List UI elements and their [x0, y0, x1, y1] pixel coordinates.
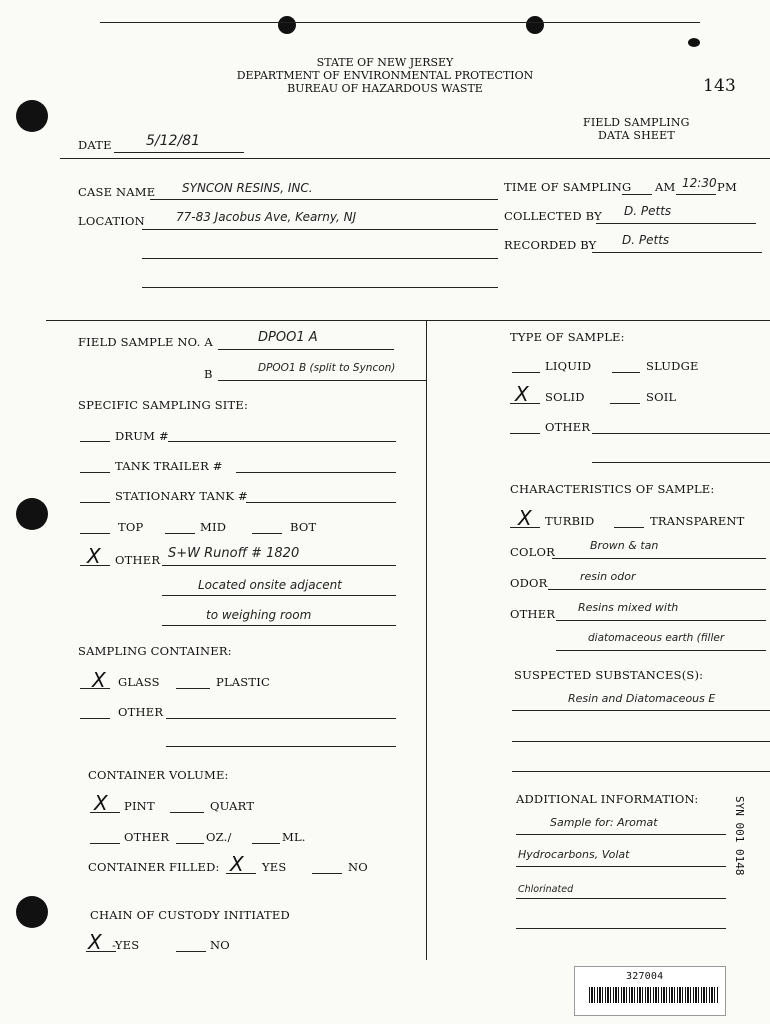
recorded-label: RECORDED BY: [504, 238, 597, 252]
other-line: [162, 565, 396, 566]
side-document-code: SYN 001 0148: [733, 796, 746, 876]
container-other-label: OTHER: [118, 705, 164, 719]
color-value: Brown & tan: [590, 539, 659, 552]
additional-value-2: Hydrocarbons, Volat: [518, 848, 630, 861]
time-value: 12:30: [682, 176, 717, 190]
pint-check-mark: X: [94, 791, 108, 815]
char-other-value: Resins mixed with: [578, 601, 679, 614]
mid-label: MID: [200, 520, 227, 534]
type-other-label: OTHER: [545, 420, 591, 434]
stationary-tank-label: STATIONARY TANK #: [115, 489, 248, 503]
type-label: TYPE OF SAMPLE:: [510, 330, 625, 344]
location-label: LOCATION: [78, 214, 145, 228]
time-pm-label: PM: [717, 180, 737, 194]
other-value-3: to weighing room: [206, 608, 312, 622]
punch-hole-middle: [16, 498, 48, 530]
odor-line: [548, 589, 766, 590]
additional-label: ADDITIONAL INFORMATION:: [516, 792, 699, 806]
tank-trailer-label: TANK TRAILER #: [115, 459, 223, 473]
plastic-check-line: [176, 688, 210, 689]
liquid-label: LIQUID: [545, 359, 592, 373]
container-other-line-2: [166, 746, 396, 747]
header-line-1: STATE OF NEW JERSEY: [316, 56, 454, 69]
glass-label: GLASS: [118, 675, 160, 689]
top-check-line: [80, 533, 110, 534]
char-other-label: OTHER: [510, 607, 556, 621]
bot-label: BOT: [290, 520, 317, 534]
agency-header: [0, 56, 770, 95]
transparent-label: TRANSPARENT: [650, 514, 745, 528]
solid-check-mark: X: [515, 382, 529, 406]
suspected-line: [512, 710, 770, 711]
column-divider: [426, 320, 427, 960]
other-value: S+W Runoff # 1820: [168, 546, 300, 561]
case-name-label: CASE NAME: [78, 185, 156, 199]
transparent-check-line: [614, 527, 644, 528]
location-value: 77-83 Jacobus Ave, Kearny, NJ: [176, 210, 357, 224]
chain-label: CHAIN OF CUSTODY INITIATED: [90, 908, 290, 922]
suspected-value: Resin and Diatomaceous E: [568, 692, 716, 705]
chain-check-mark: X: [88, 930, 102, 954]
time-am-label: AM: [655, 180, 676, 194]
time-line: [676, 194, 716, 195]
recorded-value: D. Petts: [622, 233, 670, 247]
time-label: TIME OF SAMPLING: [504, 180, 632, 194]
chain-no-label: NO: [210, 938, 230, 952]
other-label: OTHER: [115, 553, 161, 567]
top-label: TOP: [118, 520, 144, 534]
bot-check-line: [252, 533, 282, 534]
location-line-3: [142, 287, 498, 288]
color-label: COLOR: [510, 545, 555, 559]
date-label: DATE: [78, 138, 112, 152]
additional-line-3: [516, 898, 726, 899]
additional-value-1: Sample for: Aromat: [550, 816, 658, 829]
other-check-mark: X: [87, 544, 101, 568]
date-value: 5/12/81: [146, 133, 200, 149]
additional-line-1: [516, 834, 726, 835]
turbid-check-mark: X: [518, 506, 532, 530]
case-name-value: SYNCON RESINS, INC.: [182, 181, 313, 195]
filled-no-label: NO: [348, 860, 368, 874]
quart-check-line: [170, 812, 204, 813]
header-line-3: BUREAU OF HAZARDOUS WASTE: [287, 82, 483, 95]
field-sample-label: FIELD SAMPLE NO. A: [78, 335, 213, 349]
date-field-line: [114, 152, 244, 153]
additional-line-2: [516, 866, 726, 867]
specific-site-label: SPECIFIC SAMPLING SITE:: [78, 398, 249, 412]
color-line: [552, 558, 766, 559]
section-rule: [46, 320, 770, 321]
sludge-label: SLUDGE: [646, 359, 699, 373]
pint-label: PINT: [124, 799, 155, 813]
filled-no-line: [312, 873, 342, 874]
sample-a-value: DPOO1 A: [258, 330, 318, 345]
plastic-label: PLASTIC: [216, 675, 270, 689]
chain-no-line: [176, 951, 206, 952]
punch-hole-bottom: [16, 896, 48, 928]
additional-line-4: [516, 928, 726, 929]
sample-b-line: [218, 380, 426, 381]
stationary-tank-check-line: [80, 502, 110, 503]
additional-value-3: Chlorinated: [518, 884, 574, 895]
sludge-check-line: [612, 372, 640, 373]
filled-yes-label: YES: [262, 860, 287, 874]
suspected-line-3: [512, 771, 770, 772]
stationary-tank-line: [246, 502, 396, 503]
vol-other-label: OTHER: [124, 830, 170, 844]
sample-a-line: [218, 349, 394, 350]
page-number: 143: [703, 76, 737, 96]
tank-trailer-check-line: [80, 472, 110, 473]
type-other-line: [592, 433, 770, 434]
barcode-number: 327004: [626, 971, 664, 982]
top-mark-2: [526, 16, 544, 34]
top-mark-1: [278, 16, 296, 34]
container-other-line: [166, 718, 396, 719]
time-am-line: [622, 194, 652, 195]
case-name-line: [150, 199, 498, 200]
other-line-3: [162, 625, 396, 626]
filled-label: CONTAINER FILLED:: [88, 860, 220, 874]
liquid-check-line: [512, 372, 540, 373]
collected-line: [596, 223, 756, 224]
top-edge-line: [100, 22, 700, 23]
drum-check-line: [80, 441, 110, 442]
type-other-check-line: [510, 433, 540, 434]
container-other-check-line: [80, 718, 110, 719]
other-value-2: Located onsite adjacent: [198, 578, 342, 592]
char-other-line: [556, 620, 766, 621]
form-title-2: DATA SHEET: [598, 129, 675, 142]
form-title-1: FIELD SAMPLING: [583, 116, 690, 129]
ml-label: ML.: [282, 830, 306, 844]
collected-label: COLLECTED BY: [504, 209, 602, 223]
char-other-line-2: [556, 650, 766, 651]
drum-line: [168, 441, 396, 442]
mid-check-line: [165, 533, 195, 534]
quart-label: QUART: [210, 799, 255, 813]
top-mark-3: [688, 38, 700, 47]
soil-check-line: [610, 403, 640, 404]
volume-label: CONTAINER VOLUME:: [88, 768, 229, 782]
odor-label: ODOR: [510, 576, 548, 590]
chain-yes-label: -YES: [112, 938, 140, 952]
location-line-2: [142, 258, 498, 259]
recorded-line: [592, 252, 762, 253]
punch-hole-top: [16, 100, 48, 132]
oz-label: OZ./: [206, 830, 232, 844]
suspected-label: SUSPECTED SUBSTANCES(S):: [514, 668, 704, 682]
characteristics-label: CHARACTERISTICS OF SAMPLE:: [510, 482, 715, 496]
odor-value: resin odor: [580, 570, 636, 583]
other-line-2: [162, 595, 396, 596]
tank-trailer-line: [236, 472, 396, 473]
collected-value: D. Petts: [624, 204, 672, 218]
location-line: [142, 229, 498, 230]
turbid-label: TURBID: [545, 514, 595, 528]
char-other-value-2: diatomaceous earth (filler: [588, 632, 725, 644]
type-other-line-2: [592, 462, 770, 463]
oz-line: [176, 843, 204, 844]
vol-other-check-line: [90, 843, 120, 844]
solid-label: SOLID: [545, 390, 585, 404]
glass-check-mark: X: [92, 668, 106, 692]
sample-b-label: B: [204, 367, 213, 381]
drum-label: DRUM #: [115, 429, 169, 443]
ml-line: [252, 843, 280, 844]
suspected-line-2: [512, 741, 770, 742]
container-label: SAMPLING CONTAINER:: [78, 644, 232, 658]
header-rule: [60, 158, 770, 159]
sample-b-value: DPOO1 B (split to Syncon): [258, 362, 396, 374]
soil-label: SOIL: [646, 390, 677, 404]
filled-check-mark: X: [230, 852, 244, 876]
header-line-2: DEPARTMENT OF ENVIRONMENTAL PROTECTION: [236, 69, 534, 82]
barcode-bars: [589, 987, 719, 1003]
